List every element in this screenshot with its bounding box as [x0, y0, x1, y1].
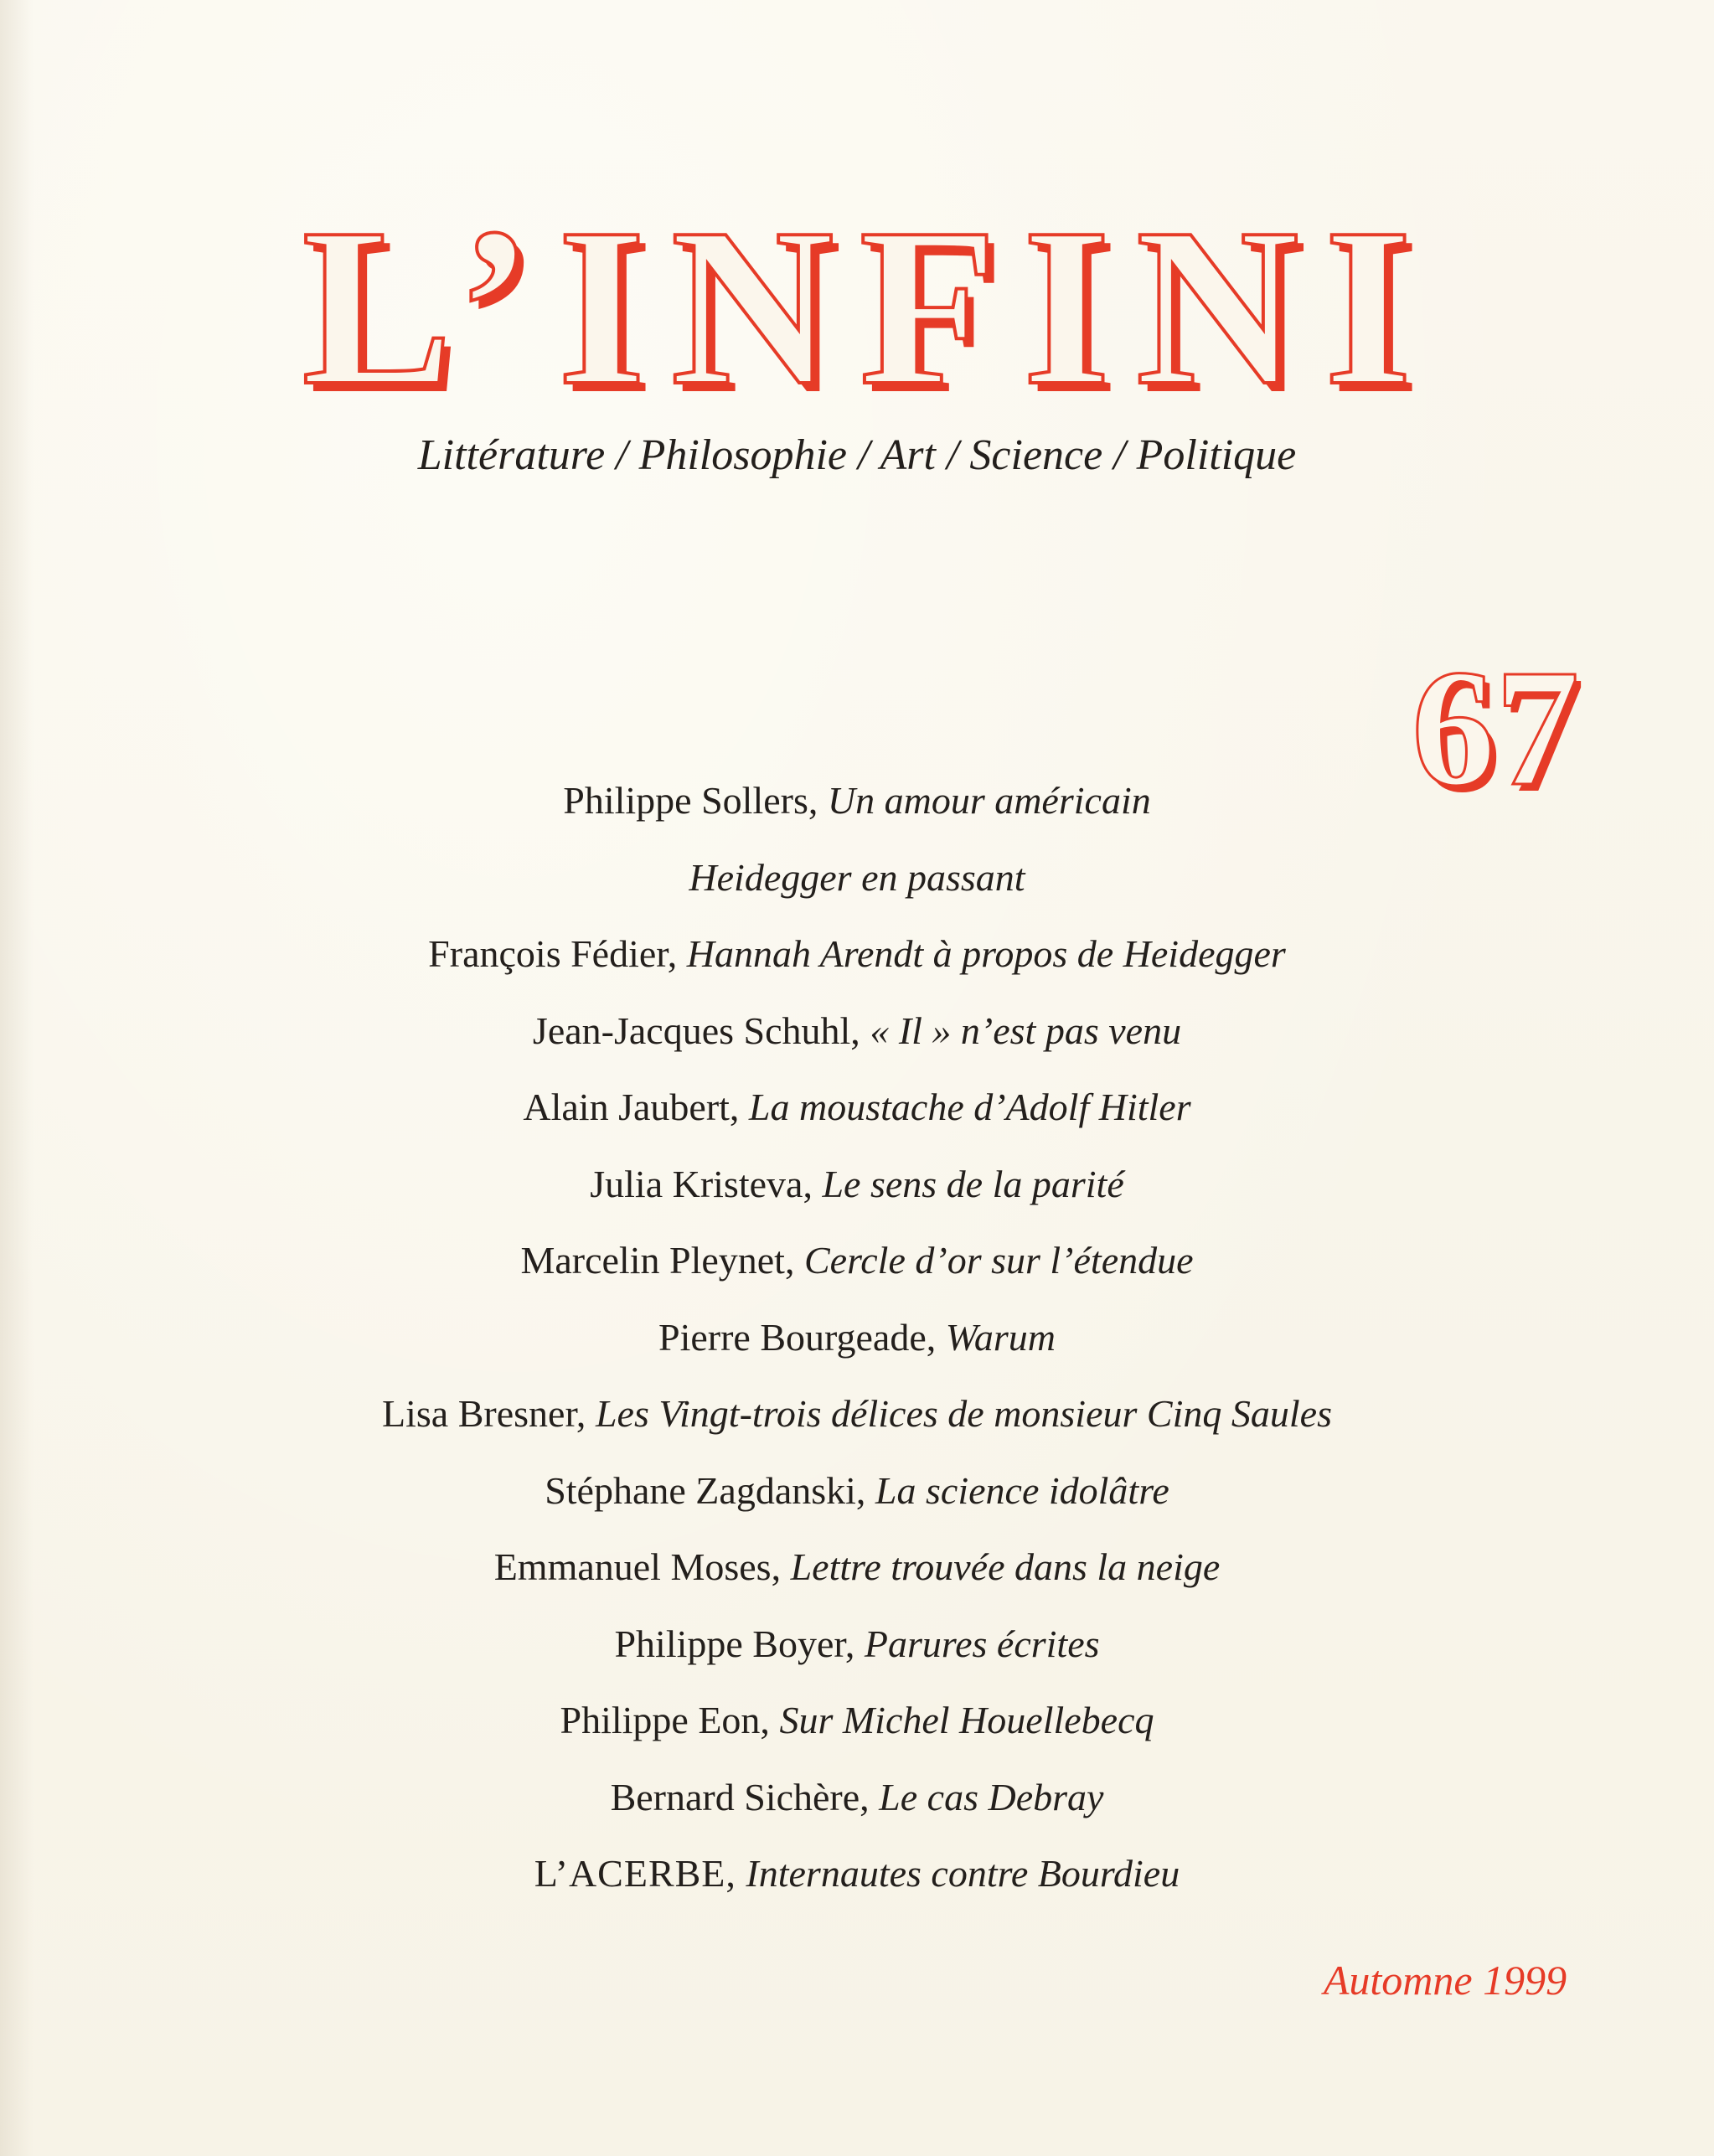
toc-work-title: La science idolâtre [875, 1468, 1169, 1512]
toc-author: Pierre Bourgeade, [658, 1315, 937, 1359]
toc-work-title: Internautes contre Bourdieu [746, 1852, 1180, 1895]
toc-entry [0, 1682, 1714, 1759]
toc-entry [0, 916, 1714, 993]
toc-entry [0, 1835, 1714, 1912]
toc-entry [0, 1759, 1714, 1836]
toc-work-title: La moustache d’Adolf Hitler [748, 1086, 1191, 1128]
toc-entry [0, 1146, 1714, 1223]
toc-entry [0, 1299, 1714, 1376]
toc-work-title: Hannah Arendt à propos de Heidegger [686, 932, 1286, 975]
toc-entry [0, 839, 1714, 916]
toc-entry [0, 762, 1714, 839]
table-of-contents [0, 762, 1714, 1912]
toc-author: Marcelin Pleynet, [520, 1239, 795, 1282]
toc-author: Lisa Bresner, [382, 1392, 586, 1435]
toc-entry [0, 993, 1714, 1070]
toc-author: Stéphane Zagdanski, [545, 1468, 866, 1512]
toc-work-title: « Il » n’est pas venu [870, 1008, 1182, 1052]
toc-author: L’ACERBE, [534, 1852, 736, 1895]
masthead-title: L’INFINI [302, 182, 1438, 432]
toc-author: Bernard Sichère, [610, 1775, 870, 1818]
toc-entry [0, 1222, 1714, 1299]
toc-work-title: Heidegger en passant [689, 855, 1025, 899]
toc-entry [0, 1606, 1714, 1683]
toc-work-title: Le cas Debray [879, 1775, 1104, 1818]
toc-author: François Fédier, [428, 932, 678, 975]
masthead-subtitle: Littérature / Philosophie / Art / Science / Politique [417, 431, 1297, 479]
toc-author: Alain Jaubert, [523, 1086, 740, 1128]
toc-author: Philippe Sollers, [563, 779, 818, 822]
toc-work-title: Le sens de la parité [822, 1162, 1124, 1205]
toc-work-title: Cercle d’or sur l’étendue [803, 1239, 1194, 1282]
toc-work-title: Warum [945, 1315, 1056, 1359]
toc-work-title: Sur Michel Houellebecq [779, 1699, 1154, 1741]
toc-entry [0, 1452, 1714, 1529]
toc-entry [0, 1069, 1714, 1146]
toc-work-title: Les Vingt-trois délices de monsieur Cinq Saules [595, 1392, 1332, 1435]
toc-work-title: Lettre trouvée dans la neige [790, 1545, 1221, 1588]
toc-author: Emmanuel Moses, [493, 1545, 782, 1588]
issue-number: 67 [1412, 636, 1579, 821]
toc-author: Philippe Boyer, [614, 1622, 855, 1665]
toc-work-title: Un amour américain [827, 779, 1151, 822]
toc-entry [0, 1375, 1714, 1452]
toc-author: Jean-Jacques Schuhl, [532, 1008, 860, 1052]
toc-author: Philippe Eon, [560, 1699, 770, 1741]
toc-work-title: Parures écrites [864, 1622, 1100, 1665]
issue-season: Automne 1999 [1323, 1957, 1567, 2004]
toc-entry [0, 1529, 1714, 1606]
toc-author: Julia Kristeva, [590, 1162, 813, 1205]
